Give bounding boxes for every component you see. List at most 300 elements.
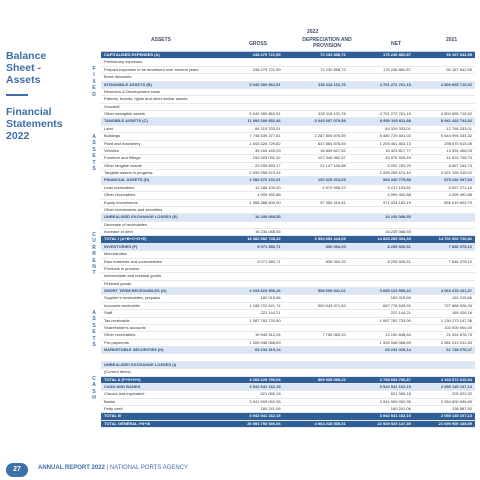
cell-gross: 5 040 390 862,91 (249, 81, 281, 87)
cell-depreciation (283, 229, 348, 235)
side-label-assets-2 (90, 310, 98, 348)
cell-prev (413, 59, 475, 65)
cell-prev (413, 96, 475, 102)
side-letter: C (92, 376, 96, 382)
row-label: TANGIBLE ASSETS (C) (104, 118, 148, 124)
table-row (101, 126, 475, 133)
table-row (101, 118, 475, 125)
cell-prev (413, 229, 475, 235)
cell-net (348, 273, 413, 279)
table-row (101, 273, 475, 280)
table-row (101, 399, 475, 406)
cell-net: 3 758 694 700,87 (379, 376, 411, 382)
title-divider (6, 94, 28, 96)
cell-gross (217, 59, 282, 65)
side-letter: E (92, 85, 96, 92)
row-label: Other investments and securities (104, 206, 163, 212)
header-gross: GROSS (249, 41, 268, 47)
footer-report: ANNUAL REPORT 2022 (38, 465, 105, 471)
cell-gross (217, 266, 282, 272)
row-label: Prepaid expenses to be amortised over several years (104, 66, 199, 72)
row-label: Other receivables (104, 192, 136, 198)
row-label: Banks (104, 398, 116, 404)
cell-gross: 9 071 580,71 (257, 258, 281, 264)
cell-net: 9 217 103,81 (387, 184, 411, 190)
cell-net: 65 234 319,14 (385, 347, 411, 352)
cell-prev: 182 015,66 (451, 295, 472, 301)
side-label-current (90, 232, 98, 277)
cell-net (348, 325, 413, 331)
cell-net: 984 340 779,88 (383, 177, 411, 183)
table-row (101, 369, 475, 376)
cell-gross: 4 099 492,88 (257, 192, 281, 198)
cell-net: 3 685 124 955,22 (379, 288, 411, 293)
cell-gross: 1 188 722 621,74 (249, 302, 281, 308)
cell-gross: 160 241,06 (260, 406, 281, 411)
table-row (101, 244, 475, 251)
cell-gross (217, 325, 282, 331)
row-label: Raw materials and consumables (104, 258, 162, 264)
cell-prev (413, 281, 475, 287)
title-line-3: Assets (6, 74, 41, 86)
cell-prev: 102 000 000,00 (444, 324, 472, 330)
table-row (101, 192, 475, 199)
cell-depreciation (283, 318, 348, 324)
side-letter: F (92, 66, 96, 72)
cell-gross (217, 74, 282, 80)
row-label: UNREALISED EXCHANGE LOSSES (I) (104, 361, 177, 367)
footer-separator: | (106, 465, 109, 471)
cell-prev (413, 104, 475, 110)
cell-depreciation (283, 325, 348, 331)
cell-prev: 8 667 164,74 (448, 162, 472, 168)
cell-depreciation: 836 054,20 (325, 243, 346, 249)
row-label: Land (104, 125, 113, 131)
cell-prev: 4 063 478 161,37 (440, 288, 472, 293)
table-row (101, 251, 475, 258)
cell-gross: 3 941 909 052,95 (249, 398, 281, 404)
cell-prev: 4 921 199 318,02 (440, 170, 472, 175)
cell-gross: 1 926 948 068,69 (249, 339, 281, 345)
side-letter: S (92, 166, 96, 173)
row-label: Preliminary expenses (104, 59, 143, 65)
cell-net: 3 941 909 052,95 (379, 398, 411, 404)
row-label: Buildings (104, 133, 121, 139)
row-label: Increase of debt (104, 229, 133, 234)
cell-prev: 8 941 432 743,52 (440, 118, 472, 124)
cell-prev: 4 099 492,88 (448, 192, 472, 198)
side-letter: E (92, 257, 96, 264)
cell-depreciation: 508 699 041,02 (317, 288, 346, 293)
table-row (101, 377, 475, 384)
cell-net: 1 926 948 068,69 (379, 339, 411, 345)
side-letter: U (92, 238, 96, 245)
table-row (101, 177, 475, 184)
table-row (101, 214, 475, 221)
cell-net: 84 319 333,01 (385, 125, 411, 131)
table-row (101, 163, 475, 170)
cell-depreciation: 100 325 413,05 (317, 177, 346, 183)
row-label: TOTAL III (104, 413, 122, 419)
row-label: Other tangible assets (104, 162, 142, 168)
row-label: Equity investments (104, 199, 138, 205)
cell-depreciation: 3 043 007 079,58 (314, 118, 346, 124)
cell-net (348, 96, 413, 102)
row-label: Products in process (104, 265, 140, 271)
table-body (101, 52, 475, 428)
cell-gross (217, 222, 282, 228)
cell-depreciation: 7 755 063,20 (322, 332, 346, 338)
row-label: Shareholder's accounts (104, 324, 146, 330)
side-letter: H (92, 395, 96, 402)
cell-prev: 7 846 375,10 (448, 258, 472, 264)
header-depreciation: DEPRECIATION AND PROVISION (302, 37, 352, 49)
row-label: Petty cash (104, 406, 123, 411)
table-row (101, 236, 475, 243)
cell-depreciation (283, 399, 348, 405)
cell-prev: 298 670 515,08 (444, 140, 472, 146)
page-title (6, 50, 76, 142)
cell-gross: 29 299 893,17 (254, 162, 281, 168)
cell-depreciation (283, 384, 348, 390)
row-label: Goodwill (104, 103, 120, 109)
row-label: TOTAL I (A+B+C+D+E) (104, 236, 147, 242)
cell-depreciation (283, 74, 348, 80)
side-label-cash (90, 376, 98, 402)
cell-depreciation: 339 118 101,76 (318, 81, 346, 87)
table-row (101, 347, 475, 354)
side-letter: N (92, 264, 96, 271)
table-row (101, 82, 475, 89)
row-label: Tax receivable (104, 317, 130, 323)
cell-net: 2 099 258 674,44 (379, 170, 411, 175)
cell-depreciation: 2 970 996,22 (322, 184, 346, 190)
subtitle-line-3: 2022 (6, 130, 30, 142)
cell-net: 1 087 782 733,90 (379, 317, 411, 323)
row-label: Checks and equivalent (104, 391, 145, 397)
table-row (101, 207, 475, 214)
cell-net: 45 976 929,45 (385, 155, 411, 161)
cell-net: 3 942 541 162,15 (379, 413, 411, 419)
table-row (101, 59, 475, 66)
cell-depreciation (283, 406, 348, 412)
cell-depreciation: 3 554 653 444,09 (314, 236, 346, 242)
cell-gross: 18 382 982 748,42 (247, 236, 281, 242)
cell-gross (217, 281, 282, 287)
cell-depreciation (283, 207, 348, 213)
cell-prev (413, 266, 475, 272)
cell-depreciation (283, 273, 348, 279)
cell-gross: 1 843 326 729,82 (249, 140, 281, 146)
cell-net: 14 828 289 304,33 (377, 236, 411, 242)
cell-prev: 13 591 406,03 (446, 147, 472, 153)
cell-gross: 16 235 088,55 (254, 229, 281, 234)
side-letter: T (92, 270, 96, 277)
cell-net: 4 701 272 761,15 (379, 111, 411, 116)
cell-depreciation: 637 864 876,69 (317, 140, 346, 146)
cell-depreciation (283, 340, 348, 346)
cell-net (348, 222, 413, 228)
table-row (101, 310, 475, 317)
table-row (101, 74, 475, 81)
side-letter: S (92, 342, 96, 349)
cell-prev (413, 89, 475, 95)
cell-prev: 205 522,32 (451, 391, 472, 397)
side-letter: S (92, 316, 96, 323)
cell-gross: 84 319 333,01 (254, 125, 281, 131)
page-number: 27 (6, 463, 28, 477)
cell-gross: 153 323 092,32 (252, 155, 281, 161)
cell-depreciation (283, 126, 348, 132)
table-row (101, 222, 475, 229)
table-row (101, 170, 475, 177)
side-letter: I (93, 72, 95, 79)
table-row (101, 281, 475, 288)
cell-depreciation (283, 222, 348, 228)
cell-gross: 4 193 823 996,26 (249, 288, 281, 293)
table-row (101, 406, 475, 413)
side-letter: E (92, 153, 96, 160)
cell-net: 12 190 848,84 (385, 332, 411, 338)
side-letter: A (92, 382, 96, 389)
side-letter: S (92, 388, 96, 395)
row-label: Loan receivables (104, 184, 135, 190)
cell-depreciation: 509 535 095,22 (317, 376, 346, 382)
cell-prev: 90 167 642,55 (446, 66, 472, 72)
cell-prev: 2 081 013 912,83 (440, 339, 472, 345)
cell-prev: 727 868 926,34 (444, 302, 472, 308)
row-label: Bond discounts (104, 74, 132, 80)
cell-depreciation (283, 89, 348, 95)
cell-prev: 4 133 072 610,94 (440, 376, 472, 382)
cell-gross: 12 188 100,00 (254, 184, 281, 190)
side-letter: S (92, 140, 96, 147)
row-label: Accounts receivable (104, 302, 140, 308)
cell-net: 182 015,66 (390, 295, 411, 301)
cell-gross (217, 96, 282, 102)
row-label: Other intangible assets (104, 111, 145, 116)
cell-depreciation: 21 147 109,88 (320, 162, 346, 168)
row-label: Decrease of receivables (104, 221, 147, 227)
row-label: Intermediate and residual goods (104, 273, 162, 279)
cell-gross (217, 104, 282, 110)
table-row (101, 200, 475, 207)
table-row (101, 303, 475, 310)
row-label: Furniture and fittings (104, 155, 141, 161)
cell-prev: 14 702 602 720,82 (438, 236, 472, 242)
balance-sheet-table (101, 27, 475, 428)
cell-prev: 7 846 375,10 (448, 243, 472, 249)
cell-depreciation: 72 232 858,72 (320, 66, 346, 72)
cell-net (348, 74, 413, 80)
row-label: Pre-payments (104, 339, 129, 345)
cell-prev (413, 74, 475, 80)
cell-depreciation (283, 170, 348, 176)
cell-depreciation (283, 391, 348, 397)
cell-net: 5 480 729 501,02 (379, 133, 411, 139)
cell-net (348, 369, 413, 375)
row-label: Vehicles (104, 147, 119, 153)
cell-net: 3 942 541 162,15 (379, 383, 411, 389)
title-line-2: Sheet - (6, 62, 42, 74)
cell-prev (413, 273, 475, 279)
cell-gross (217, 362, 282, 368)
table-row (101, 148, 475, 155)
side-letter: X (92, 78, 96, 85)
side-letter: A (92, 134, 96, 140)
row-label: Other receivables (104, 332, 136, 338)
footer-text (38, 465, 188, 471)
cell-net: 621 065,18 (390, 391, 411, 397)
cell-prev: 61 748 076,47 (446, 347, 472, 352)
cell-net: 16 235 088,55 (385, 229, 411, 234)
cell-net (348, 104, 413, 110)
cell-prev: 21 690 900 438,89 (438, 420, 472, 426)
subtitle-line-1: Financial (6, 106, 52, 118)
table-row (101, 295, 475, 302)
row-label: CAPITALISED EXPENSES (A) (104, 52, 160, 57)
cell-prev: 4 800 855 716,52 (440, 111, 472, 116)
cell-gross: 248 479 721,59 (252, 52, 281, 57)
cell-depreciation (283, 281, 348, 287)
cell-gross: 9 071 580,71 (257, 243, 281, 249)
table-row (101, 111, 475, 118)
cell-gross: 222 144,21 (260, 310, 281, 316)
row-label: Research & Development costs (104, 88, 161, 94)
table-row (101, 52, 475, 59)
cell-prev: 41 524 708,74 (446, 155, 472, 161)
cell-net: 16 235 088,55 (385, 214, 411, 220)
side-letter: C (92, 232, 96, 238)
cell-net: 8 235 526,51 (387, 258, 411, 264)
cell-depreciation (283, 310, 348, 316)
cell-gross (217, 89, 282, 95)
row-label: INVENTORIES (F) (104, 243, 138, 249)
side-letter: T (92, 335, 96, 342)
row-label: MARKETABLE SECURITIES (H) (104, 347, 164, 352)
table-row (101, 391, 475, 398)
table-row (101, 384, 475, 391)
header-year-current: 2022 (307, 29, 319, 35)
cell-gross: 35 163 445,29 (254, 147, 281, 153)
cell-net (348, 251, 413, 257)
cell-prev (413, 251, 475, 257)
cell-net: 4 099 492,88 (387, 192, 411, 198)
table-row (101, 104, 475, 111)
cell-gross: 65 234 319,14 (254, 347, 281, 352)
cell-prev: 138 587,92 (451, 406, 472, 411)
cell-net: 1 205 461 853,13 (379, 140, 411, 146)
table-row (101, 413, 475, 420)
title-line-1: Balance (6, 50, 47, 62)
cell-net: 176 246 862,87 (383, 66, 411, 72)
cell-prev: 2 055 145 107,13 (440, 383, 472, 389)
header-net: NET (391, 41, 401, 47)
cell-depreciation (283, 266, 348, 272)
cell-depreciation (283, 413, 348, 419)
row-label: TOTAL II (F+G+H+I) (104, 376, 141, 382)
cell-net: 971 024 183,19 (383, 199, 411, 205)
subtitle (6, 106, 76, 142)
table-row (101, 354, 475, 361)
cell-depreciation: 339 118 101,76 (318, 111, 346, 116)
cell-prev: 4 800 855 716,52 (440, 81, 472, 87)
cell-gross: 16 235 088,55 (254, 214, 281, 220)
cell-net: 160 241,06 (390, 406, 411, 411)
cell-depreciation (283, 96, 348, 102)
table-row (101, 155, 475, 162)
cell-gross: 248 479 721,59 (252, 66, 281, 72)
cell-gross (217, 369, 282, 375)
cell-depreciation (283, 192, 348, 198)
cell-net: 687 778 649,92 (383, 302, 411, 308)
table-row (101, 362, 475, 369)
row-label: Staff (104, 310, 113, 316)
row-label: CASH AND BANKS (104, 383, 141, 389)
cell-gross: 1 087 782 733,90 (249, 317, 281, 323)
cell-prev: 12 765 333,01 (446, 125, 472, 131)
table-row (101, 133, 475, 140)
cell-net: 8 950 193 811,88 (379, 118, 411, 124)
table-row (101, 96, 475, 103)
row-label: Supplier's receivables, prepaids (104, 295, 161, 301)
cell-gross: 621 065,18 (260, 391, 281, 397)
table-row (101, 185, 475, 192)
side-letter: T (92, 159, 96, 166)
table-row (101, 266, 475, 273)
page-footer (0, 460, 480, 480)
cell-net: 22 529 525 147,35 (377, 420, 411, 426)
cell-prev (413, 214, 475, 220)
cell-gross: 26 593 753 686,66 (247, 420, 281, 426)
cell-depreciation (283, 362, 348, 368)
row-label: Patents, brands, rights and other similar assets (104, 96, 188, 102)
table-row (101, 89, 475, 96)
cell-prev (413, 362, 475, 368)
table-row (101, 141, 475, 148)
table-row (101, 229, 475, 236)
cell-gross: 182 015,66 (260, 295, 281, 301)
cell-depreciation (283, 369, 348, 375)
subtitle-line-2: Statements (6, 118, 63, 130)
header-year-prev: 2021 (446, 37, 458, 43)
cell-prev: 5 644 994 334,32 (440, 133, 472, 139)
cell-depreciation (283, 295, 348, 301)
row-label: SHORT TERM RECEIVABLES (G) (104, 288, 167, 293)
cell-net: 176 246 862,87 (383, 52, 411, 57)
cell-gross: 19 945 912,04 (254, 332, 281, 338)
table-row (101, 332, 475, 339)
cell-net (348, 89, 413, 95)
cell-prev: 856 619 803,79 (444, 199, 472, 205)
cell-depreciation: 836 054,20 (325, 258, 346, 264)
header-assets: ASSETS (151, 37, 172, 43)
cell-net: 8 092 783,29 (387, 162, 411, 168)
row-label: Plant and machinery (104, 140, 141, 146)
cell-net (348, 266, 413, 272)
cell-depreciation (283, 59, 348, 65)
cell-net (348, 59, 413, 65)
cell-prev (413, 369, 475, 375)
side-letter: R (92, 244, 96, 251)
cell-gross (217, 251, 282, 257)
table-row (101, 340, 475, 347)
cell-depreciation: 500 943 971,82 (317, 302, 346, 308)
cell-net: 8 235 526,51 (387, 243, 411, 249)
cell-net (348, 281, 413, 287)
row-label (101, 354, 217, 360)
cell-gross (217, 273, 282, 279)
